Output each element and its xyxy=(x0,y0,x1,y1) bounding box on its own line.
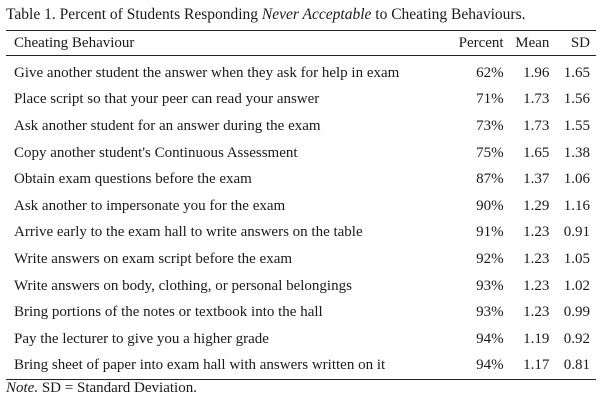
cell-mean: 1.37 xyxy=(523,171,550,188)
column-header-sd: SD xyxy=(570,34,590,51)
table-row xyxy=(6,353,596,380)
cell-sd: 1.56 xyxy=(563,91,590,108)
cell-percent: 94% xyxy=(476,330,504,347)
cell-behaviour: Ask another student for an answer during the exam xyxy=(14,117,321,134)
caption-suffix: to Cheating Behaviours. xyxy=(371,6,526,23)
cell-mean: 1.73 xyxy=(523,117,550,134)
table-row xyxy=(6,273,596,300)
cell-mean: 1.17 xyxy=(523,357,550,374)
note-text: SD = Standard Deviation. xyxy=(38,380,197,396)
table-row xyxy=(6,140,596,167)
table-row xyxy=(6,299,596,326)
cell-behaviour: Place script so that your peer can read your answer xyxy=(14,91,320,108)
table-row xyxy=(6,220,596,247)
cell-percent: 93% xyxy=(476,277,504,294)
cell-sd: 0.81 xyxy=(563,357,590,374)
cell-mean: 1.73 xyxy=(523,91,550,108)
table-row xyxy=(6,87,596,114)
cell-behaviour: Obtain exam questions before the exam xyxy=(14,171,252,188)
cell-mean: 1.23 xyxy=(523,277,550,294)
cell-mean: 1.96 xyxy=(523,64,550,81)
table-row xyxy=(6,56,596,87)
cell-mean: 1.23 xyxy=(523,224,550,241)
cell-sd: 0.99 xyxy=(563,304,590,321)
cell-mean: 1.29 xyxy=(523,197,550,214)
column-header-percent: Percent xyxy=(458,34,504,51)
caption-prefix: Table 1. Percent of Students Responding xyxy=(6,6,262,23)
cell-percent: 75% xyxy=(476,144,504,161)
cell-percent: 87% xyxy=(476,171,504,188)
cell-percent: 90% xyxy=(476,197,504,214)
cell-mean: 1.19 xyxy=(523,330,550,347)
header-row xyxy=(6,31,596,56)
cell-sd: 1.05 xyxy=(563,250,590,267)
cell-sd: 1.02 xyxy=(563,277,590,294)
table-body xyxy=(6,56,596,380)
cell-sd: 1.38 xyxy=(563,144,590,161)
cell-behaviour: Arrive early to the exam hall to write answers on the table xyxy=(14,224,363,241)
cell-sd: 1.06 xyxy=(563,171,590,188)
table-row xyxy=(6,166,596,193)
cell-percent: 91% xyxy=(476,224,504,241)
cell-behaviour: Ask another to impersonate you for the exam xyxy=(14,197,286,214)
cell-sd: 1.16 xyxy=(563,197,590,214)
table-row xyxy=(6,326,596,353)
cell-sd: 1.55 xyxy=(563,117,590,134)
column-header-mean: Mean xyxy=(515,34,550,51)
cell-percent: 62% xyxy=(476,64,504,81)
cell-percent: 71% xyxy=(476,91,504,108)
cell-mean: 1.65 xyxy=(523,144,550,161)
column-header-behaviour: Cheating Behaviour xyxy=(14,34,135,51)
cell-sd: 0.92 xyxy=(563,330,590,347)
cell-sd: 1.65 xyxy=(563,64,590,81)
cell-percent: 92% xyxy=(476,250,504,267)
cell-percent: 94% xyxy=(476,357,504,374)
cell-mean: 1.23 xyxy=(523,304,550,321)
table-caption xyxy=(6,6,526,24)
cell-behaviour: Copy another student's Continuous Assessment xyxy=(14,144,298,161)
cell-behaviour: Bring portions of the notes or textbook into the hall xyxy=(14,304,323,321)
cell-sd: 0.91 xyxy=(563,224,590,241)
cell-percent: 73% xyxy=(476,117,504,134)
cell-mean: 1.23 xyxy=(523,250,550,267)
cell-behaviour: Give another student the answer when they ask for help in exam xyxy=(14,64,400,81)
cell-behaviour: Pay the lecturer to give you a higher grade xyxy=(14,330,269,347)
cheating-behaviours-table xyxy=(6,30,596,380)
note-label: Note. xyxy=(6,380,39,396)
cell-behaviour: Bring sheet of paper into exam hall with answers written on it xyxy=(14,357,386,374)
table-row xyxy=(6,113,596,140)
table-row xyxy=(6,246,596,273)
table-note xyxy=(6,380,197,397)
cell-behaviour: Write answers on body, clothing, or personal belongings xyxy=(14,277,352,294)
cell-behaviour: Write answers on exam script before the exam xyxy=(14,250,293,267)
table-header xyxy=(6,31,596,56)
table-row xyxy=(6,193,596,220)
cell-percent: 93% xyxy=(476,304,504,321)
caption-emphasis: Never Acceptable xyxy=(261,6,372,23)
